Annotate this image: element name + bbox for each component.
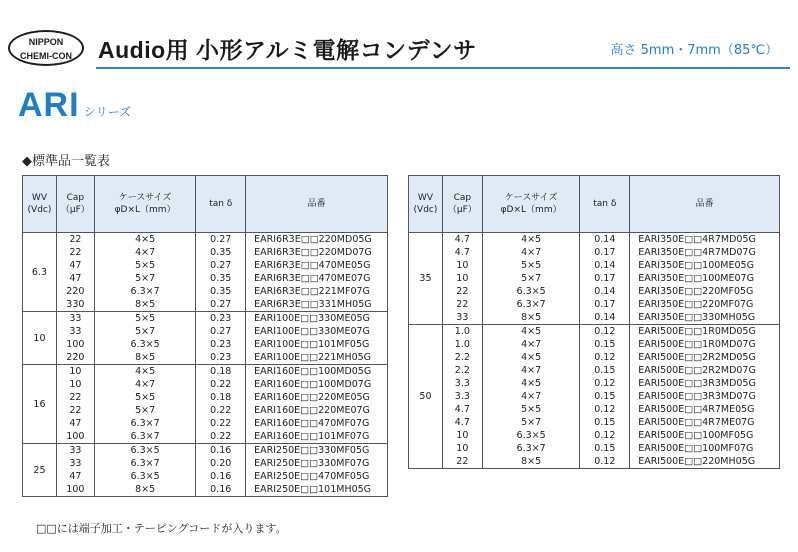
tan-cell: 0.12 — [580, 325, 630, 339]
cap-cell: 33 — [56, 444, 94, 458]
series-name: ARI — [18, 86, 80, 124]
size-cell: 4×5 — [94, 365, 196, 379]
cap-cell: 33 — [56, 457, 94, 470]
spec-table-left — [22, 175, 388, 497]
table-row — [23, 285, 388, 298]
tan-cell: 0.22 — [196, 430, 246, 444]
table-row — [409, 455, 780, 469]
part-number-cell: EARI160E□□101MF07G — [246, 430, 388, 444]
part-number-cell: EARI500E□□100MF07G — [630, 442, 780, 455]
header-wv: WV (Vdc) — [409, 176, 443, 233]
size-cell: 5×7 — [94, 325, 196, 338]
part-number-cell: EARI350E□□4R7MD07G — [630, 246, 780, 259]
tan-cell: 0.18 — [196, 365, 246, 379]
cap-cell: 22 — [442, 455, 482, 469]
size-cell: 4×7 — [482, 390, 580, 403]
size-cell: 4×7 — [482, 338, 580, 351]
size-cell: 5×5 — [94, 391, 196, 404]
size-cell: 6.3×5 — [94, 470, 196, 483]
part-number-cell: EARI350E□□4R7MD05G — [630, 233, 780, 247]
header-rule — [96, 67, 790, 69]
size-cell: 5×5 — [482, 403, 580, 416]
part-number-cell: EARI6R3E□□470ME05G — [246, 259, 388, 272]
table-row — [23, 312, 388, 326]
cap-cell: 2.2 — [442, 364, 482, 377]
table-row — [409, 233, 780, 247]
tan-cell: 0.16 — [196, 444, 246, 458]
part-number-cell: EARI160E□□100MD07G — [246, 378, 388, 391]
table-row — [23, 444, 388, 458]
table-row — [409, 298, 780, 311]
part-number-cell: EARI500E□□1R0MD07G — [630, 338, 780, 351]
tan-cell: 0.27 — [196, 259, 246, 272]
tan-cell: 0.15 — [580, 390, 630, 403]
table-row — [409, 351, 780, 364]
cap-cell: 10 — [56, 378, 94, 391]
cap-cell: 10 — [442, 259, 482, 272]
table-row — [23, 325, 388, 338]
cap-cell: 22 — [442, 298, 482, 311]
table-row — [409, 259, 780, 272]
cap-cell: 220 — [56, 285, 94, 298]
size-cell: 5×7 — [482, 416, 580, 429]
wv-cell: 25 — [23, 444, 57, 497]
tan-cell: 0.22 — [196, 378, 246, 391]
table-row — [23, 470, 388, 483]
part-number-cell: EARI350E□□220MF07G — [630, 298, 780, 311]
cap-cell: 22 — [56, 246, 94, 259]
part-number-cell: EARI6R3E□□220MD07G — [246, 246, 388, 259]
cap-cell: 47 — [56, 259, 94, 272]
tan-cell: 0.15 — [580, 416, 630, 429]
size-cell: 6.3×7 — [94, 285, 196, 298]
cap-cell: 10 — [442, 429, 482, 442]
spec-table-right — [408, 175, 780, 469]
table-row — [409, 325, 780, 339]
cap-cell: 220 — [56, 351, 94, 365]
part-number-cell: EARI250E□□101MH05G — [246, 483, 388, 497]
tan-cell: 0.12 — [580, 455, 630, 469]
cap-cell: 47 — [56, 470, 94, 483]
part-number-cell: EARI100E□□101MF05G — [246, 338, 388, 351]
part-number-cell: EARI500E□□3R3MD07G — [630, 390, 780, 403]
tan-cell: 0.35 — [196, 272, 246, 285]
tan-cell: 0.15 — [580, 338, 630, 351]
part-number-cell: EARI160E□□470MF07G — [246, 417, 388, 430]
cap-cell: 1.0 — [442, 325, 482, 339]
size-cell: 5×5 — [94, 259, 196, 272]
table-row — [23, 404, 388, 417]
size-cell: 8×5 — [94, 351, 196, 365]
size-cell: 5×7 — [482, 272, 580, 285]
wv-cell: 10 — [23, 312, 57, 365]
cap-cell: 3.3 — [442, 390, 482, 403]
part-number-cell: EARI500E□□2R2MD05G — [630, 351, 780, 364]
cap-cell: 100 — [56, 483, 94, 497]
size-cell: 5×7 — [94, 404, 196, 417]
tan-cell: 0.12 — [580, 429, 630, 442]
table-row — [23, 430, 388, 444]
cap-cell: 22 — [56, 391, 94, 404]
page-title: Audio用 小形アルミ電解コンデンサ — [98, 37, 477, 63]
header-cap: Cap （μF） — [442, 176, 482, 233]
size-cell: 6.3×7 — [482, 298, 580, 311]
table-row — [409, 311, 780, 325]
wv-cell: 50 — [409, 325, 443, 469]
part-number-cell: EARI350E□□220MF05G — [630, 285, 780, 298]
table-row — [23, 272, 388, 285]
part-number-cell: EARI500E□□4R7ME07G — [630, 416, 780, 429]
header-wv: WV (Vdc) — [23, 176, 57, 233]
header-part: 品番 — [630, 176, 780, 233]
table-row — [409, 390, 780, 403]
cap-cell: 1.0 — [442, 338, 482, 351]
part-number-cell: EARI250E□□470MF05G — [246, 470, 388, 483]
tan-cell: 0.23 — [196, 312, 246, 326]
tan-cell: 0.14 — [580, 259, 630, 272]
nippon-chemicon-logo — [8, 30, 84, 66]
header-cap: Cap （μF） — [56, 176, 94, 233]
table-row — [23, 378, 388, 391]
part-number-cell: EARI160E□□220ME05G — [246, 391, 388, 404]
part-number-cell: EARI500E□□220MH05G — [630, 455, 780, 469]
size-cell: 5×7 — [94, 272, 196, 285]
cap-cell: 2.2 — [442, 351, 482, 364]
logo-line2: CHEMI-CON — [20, 51, 72, 61]
cap-cell: 22 — [56, 404, 94, 417]
size-cell: 6.3×7 — [94, 417, 196, 430]
size-cell: 6.3×7 — [94, 430, 196, 444]
table-row — [409, 272, 780, 285]
size-cell: 6.3×5 — [94, 444, 196, 458]
size-cell: 5×5 — [94, 312, 196, 326]
header-size: ケースサイズ φD×L（mm） — [94, 176, 196, 233]
tan-cell: 0.23 — [196, 351, 246, 365]
part-number-cell: EARI6R3E□□331MH05G — [246, 298, 388, 312]
cap-cell: 100 — [56, 430, 94, 444]
size-cell: 4×5 — [482, 351, 580, 364]
header-tan: tan δ — [196, 176, 246, 233]
tan-cell: 0.17 — [580, 298, 630, 311]
cap-cell: 10 — [442, 272, 482, 285]
table-row — [23, 417, 388, 430]
size-cell: 4×7 — [482, 246, 580, 259]
cap-cell: 10 — [56, 365, 94, 379]
part-number-cell: EARI500E□□3R3MD05G — [630, 377, 780, 390]
tan-cell: 0.12 — [580, 351, 630, 364]
series-suffix: シリーズ — [83, 105, 131, 119]
header-tan: tan δ — [580, 176, 630, 233]
size-cell: 8×5 — [94, 483, 196, 497]
tan-cell: 0.14 — [580, 233, 630, 247]
tan-cell: 0.27 — [196, 233, 246, 247]
size-cell: 4×7 — [482, 364, 580, 377]
table-row — [409, 364, 780, 377]
cap-cell: 22 — [442, 285, 482, 298]
cap-cell: 4.7 — [442, 403, 482, 416]
cap-cell: 33 — [442, 311, 482, 325]
table-row — [23, 338, 388, 351]
cap-cell: 3.3 — [442, 377, 482, 390]
table-row — [409, 416, 780, 429]
part-number-cell: EARI500E□□2R2MD07G — [630, 364, 780, 377]
table-row — [23, 391, 388, 404]
table-row — [409, 338, 780, 351]
tan-cell: 0.27 — [196, 298, 246, 312]
size-cell: 4×5 — [482, 377, 580, 390]
size-cell: 4×7 — [94, 378, 196, 391]
tan-cell: 0.15 — [580, 442, 630, 455]
part-number-cell: EARI6R3E□□220MD05G — [246, 233, 388, 247]
tan-cell: 0.27 — [196, 325, 246, 338]
size-cell: 5×5 — [482, 259, 580, 272]
table-row — [409, 403, 780, 416]
part-number-cell: EARI250E□□330MF07G — [246, 457, 388, 470]
header-part: 品番 — [246, 176, 388, 233]
table-row — [23, 351, 388, 365]
tan-cell: 0.12 — [580, 377, 630, 390]
tan-cell: 0.16 — [196, 470, 246, 483]
series-heading — [18, 86, 131, 125]
tan-cell: 0.17 — [580, 272, 630, 285]
part-number-cell: EARI160E□□220ME07G — [246, 404, 388, 417]
tan-cell: 0.35 — [196, 246, 246, 259]
part-number-cell: EARI6R3E□□221MF07G — [246, 285, 388, 298]
part-number-cell: EARI100E□□330ME07G — [246, 325, 388, 338]
part-number-cell: EARI250E□□330MF05G — [246, 444, 388, 458]
cap-cell: 4.7 — [442, 246, 482, 259]
cap-cell: 330 — [56, 298, 94, 312]
size-cell: 4×5 — [94, 233, 196, 247]
tan-cell: 0.17 — [580, 246, 630, 259]
part-number-cell: EARI6R3E□□470ME07G — [246, 272, 388, 285]
part-number-cell: EARI350E□□100ME05G — [630, 259, 780, 272]
size-cell: 6.3×5 — [94, 338, 196, 351]
table-row — [409, 246, 780, 259]
logo-line1: NIPPON — [28, 37, 64, 47]
page-subtitle: 高さ 5mm・7mm（85℃） — [610, 43, 778, 58]
part-number-cell: EARI160E□□100MD05G — [246, 365, 388, 379]
table-row — [23, 457, 388, 470]
tan-cell: 0.14 — [580, 311, 630, 325]
cap-cell: 10 — [442, 442, 482, 455]
cap-cell: 47 — [56, 417, 94, 430]
tan-cell: 0.20 — [196, 457, 246, 470]
tan-cell: 0.12 — [580, 403, 630, 416]
part-number-cell: EARI500E□□100MF05G — [630, 429, 780, 442]
size-cell: 6.3×5 — [482, 285, 580, 298]
cap-cell: 4.7 — [442, 233, 482, 247]
part-number-cell: EARI350E□□330MH05G — [630, 311, 780, 325]
wv-cell: 6.3 — [23, 233, 57, 312]
table-row — [23, 259, 388, 272]
tan-cell: 0.18 — [196, 391, 246, 404]
tan-cell: 0.23 — [196, 338, 246, 351]
table-row — [23, 483, 388, 497]
size-cell: 6.3×7 — [482, 442, 580, 455]
wv-cell: 16 — [23, 365, 57, 444]
size-cell: 6.3×5 — [482, 429, 580, 442]
tan-cell: 0.22 — [196, 404, 246, 417]
tan-cell: 0.35 — [196, 285, 246, 298]
tan-cell: 0.14 — [580, 285, 630, 298]
size-cell: 8×5 — [482, 455, 580, 469]
cap-cell: 100 — [56, 338, 94, 351]
table-row — [409, 285, 780, 298]
cap-cell: 33 — [56, 312, 94, 326]
footnote: □□には端子加工・テーピングコードが入ります。 — [36, 522, 287, 535]
section-title: ◆標準品一覧表 — [22, 154, 110, 169]
table-row — [23, 246, 388, 259]
size-cell: 4×7 — [94, 246, 196, 259]
size-cell: 4×5 — [482, 233, 580, 247]
table-row — [23, 233, 388, 247]
tan-cell: 0.22 — [196, 417, 246, 430]
part-number-cell: EARI350E□□100ME07G — [630, 272, 780, 285]
tan-cell: 0.15 — [580, 364, 630, 377]
table-row — [409, 429, 780, 442]
table-row — [23, 298, 388, 312]
size-cell: 6.3×7 — [94, 457, 196, 470]
table-row — [23, 365, 388, 379]
part-number-cell: EARI500E□□4R7ME05G — [630, 403, 780, 416]
cap-cell: 47 — [56, 272, 94, 285]
table-row — [409, 442, 780, 455]
header-size: ケースサイズ φD×L（mm） — [482, 176, 580, 233]
size-cell: 4×5 — [482, 325, 580, 339]
part-number-cell: EARI100E□□221MH05G — [246, 351, 388, 365]
size-cell: 8×5 — [94, 298, 196, 312]
cap-cell: 4.7 — [442, 416, 482, 429]
tan-cell: 0.16 — [196, 483, 246, 497]
cap-cell: 22 — [56, 233, 94, 247]
part-number-cell: EARI500E□□1R0MD05G — [630, 325, 780, 339]
wv-cell: 35 — [409, 233, 443, 325]
table-row — [409, 377, 780, 390]
part-number-cell: EARI100E□□330ME05G — [246, 312, 388, 326]
cap-cell: 33 — [56, 325, 94, 338]
size-cell: 8×5 — [482, 311, 580, 325]
